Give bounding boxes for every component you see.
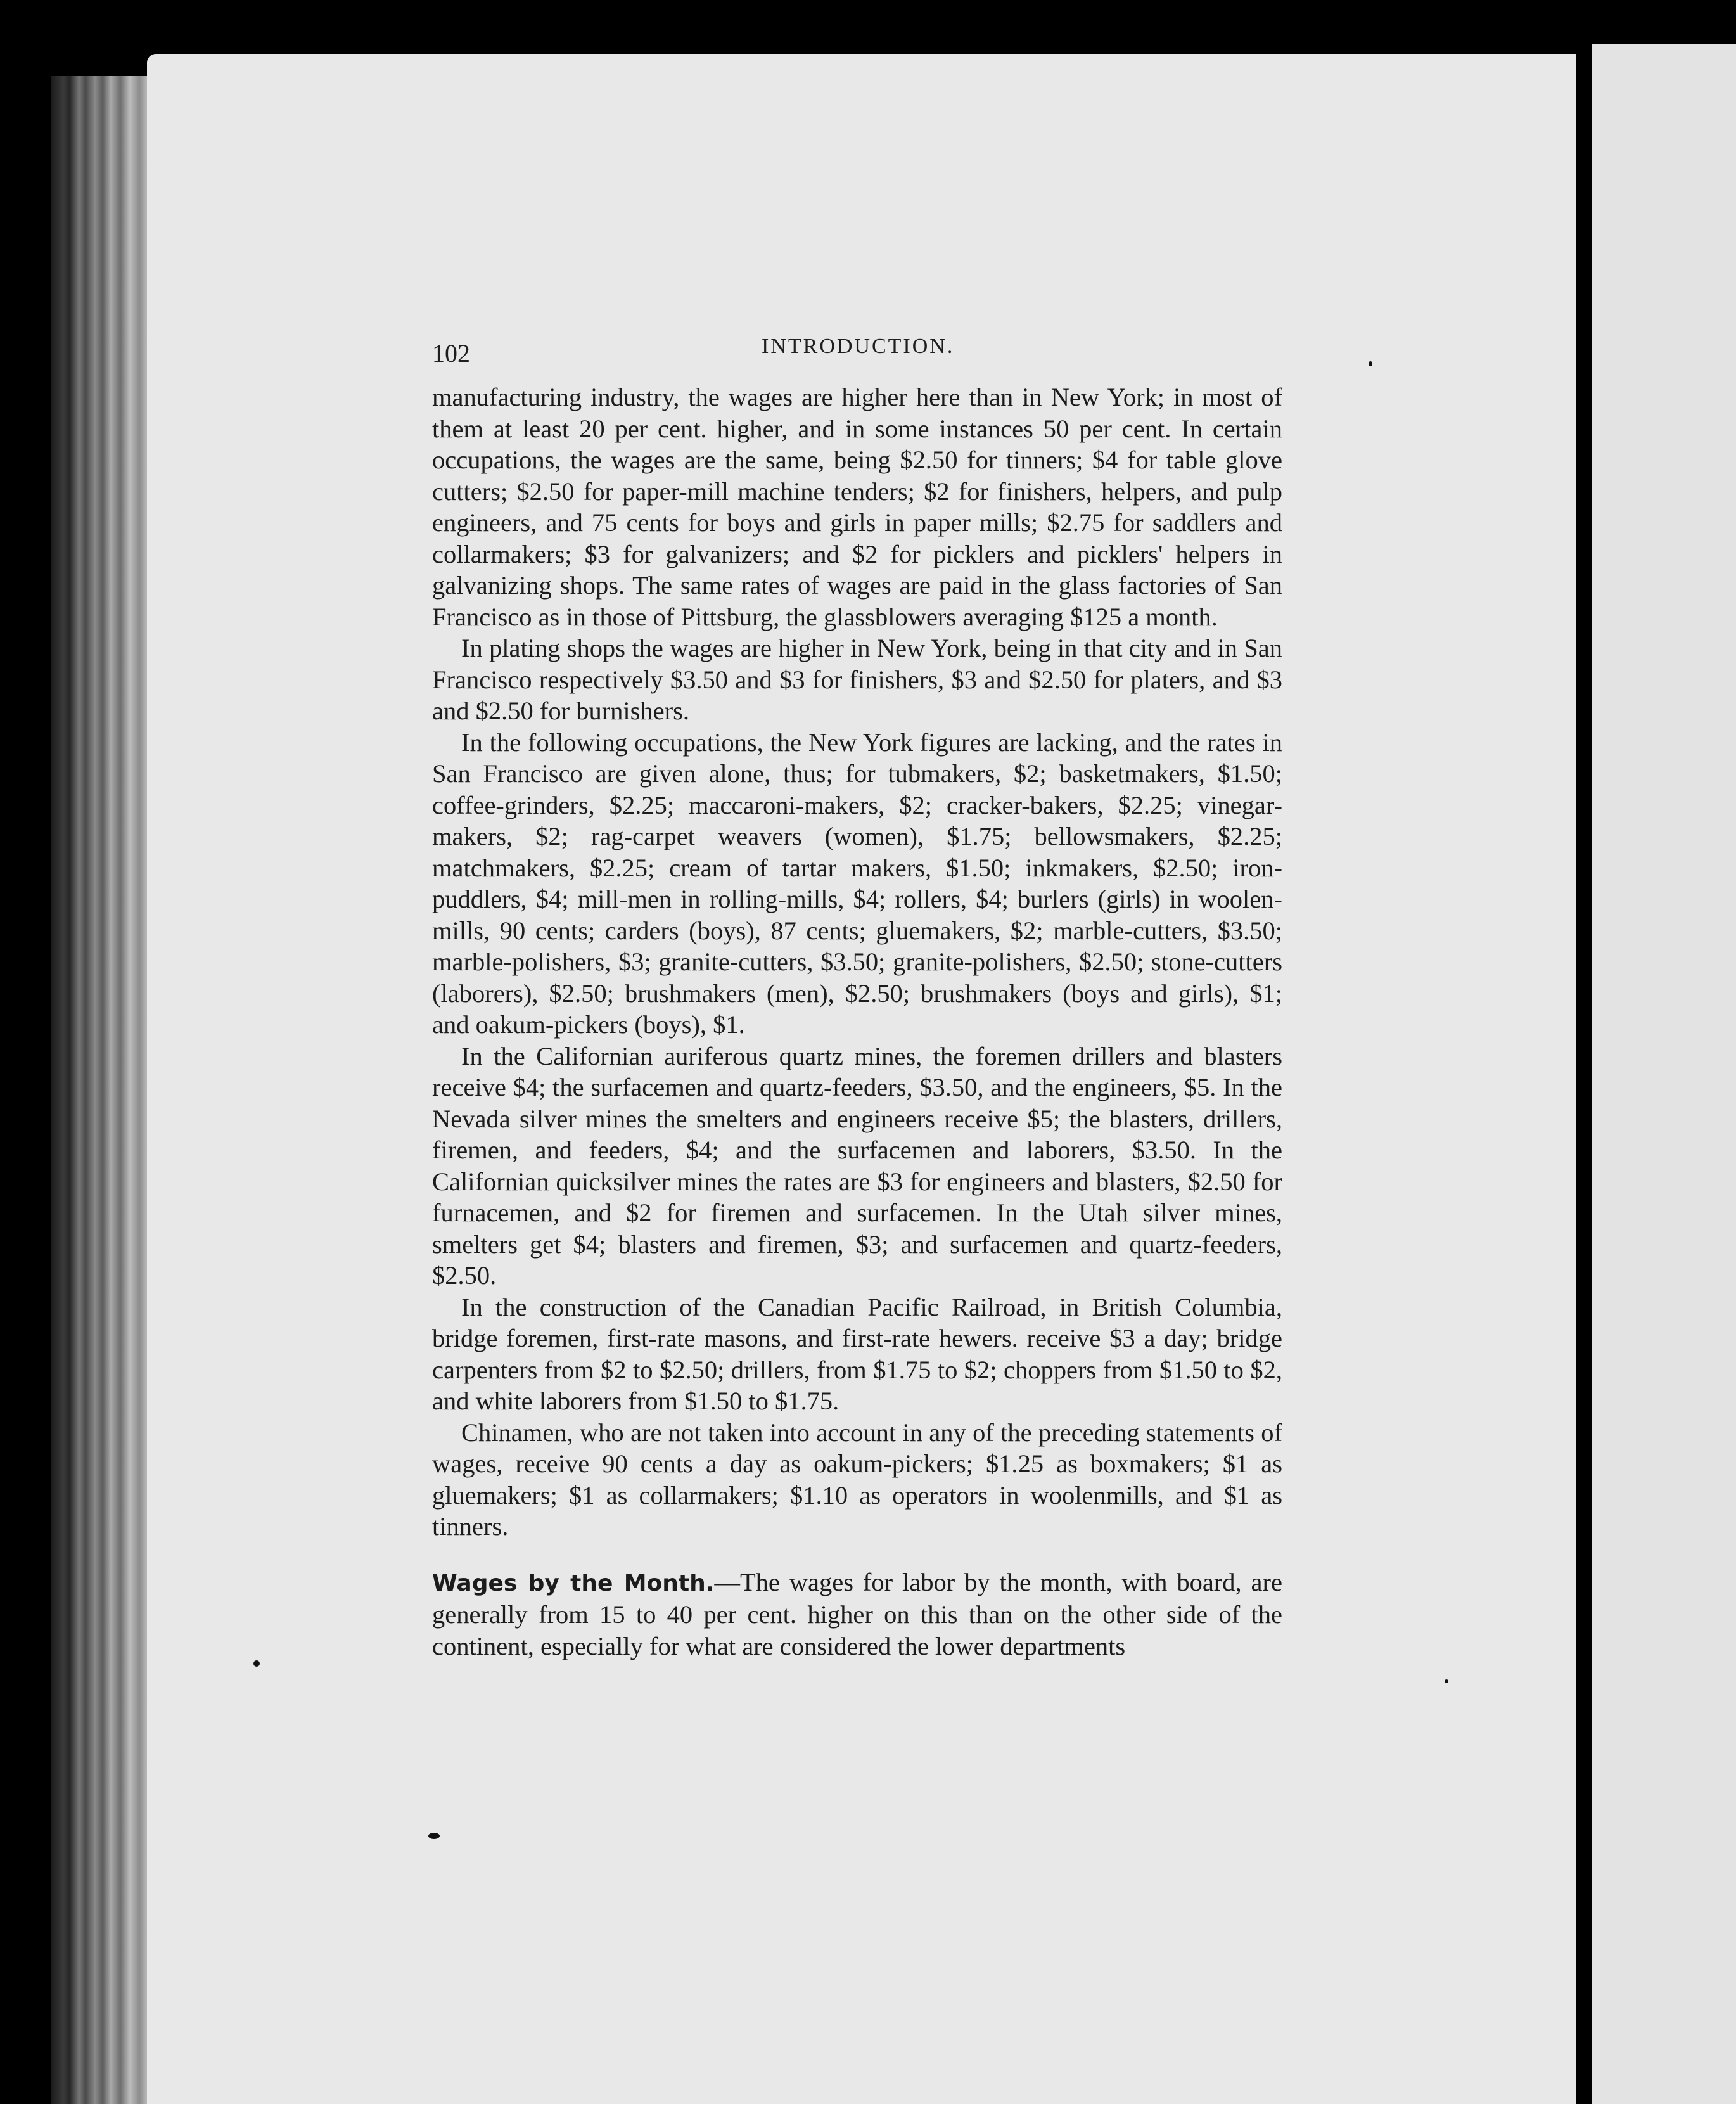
section-paragraph: [432, 1567, 1282, 1662]
paragraph: Chinamen, who are not taken into account in any of the preceding statements of wages, receive 90 cents a day as oakum-pickers; $1.25 as boxmakers; $1 as gluemakers; $1 as collarmakers; $1.10 as operators in woolenmills, and $1 as tinners.: [432, 1418, 1282, 1541]
facing-page-edge: [1592, 44, 1736, 2104]
section-text: —The wages for labor by the month, with board, are generally from 15 to 40 per cent. higher on this than on the other side of the continent, especially for what are considered the lower departments: [432, 1567, 1282, 1660]
scan-speck: [1445, 1679, 1448, 1683]
paragraph: In the construction of the Canadian Pacific Railroad, in British Columbia, bridge foremen, first-rate masons, and first-rate hewers. receive $3 a day; bridge carpenters from $2 to $2.50; drillers, from $1.75 to $2; choppers from $1.50 to $2, and white laborers from $1.50 to $1.75.: [432, 1292, 1282, 1415]
scan-speck: [428, 1833, 440, 1839]
page-gutter: [1576, 44, 1592, 2104]
section-heading: Wages by the Month.: [432, 1570, 715, 1596]
paragraph: In the Californian auriferous quartz mines, the foremen drillers and blasters receive $4; the surfacemen and quartz-feeders, $3.50, and the engineers, $5. In the Nevada silver mines the smelters and engineers receive $5; the blasters, drillers, firemen, and feeders, $4; and the surfacemen and laborers, $3.50. In the Californian quicksilver mines the rates are $3 for engineers and blasters, $2.50 for furnacemen, and $2 for firemen and surfacemen. In the Utah silver mines, smelters get $4; blasters and firemen, $3; and surfacemen and quartz-feeders, $2.50.: [432, 1041, 1282, 1290]
running-head-title: INTRODUCTION.: [762, 335, 955, 358]
running-head: [432, 335, 1281, 373]
scan-speck: [253, 1660, 260, 1667]
paragraph: manufacturing industry, the wages are higher here than in New York; in most of them at least 20 per cent. higher, and in some instances 50 per cent. In certain occupations, the wages are the same, being $2.50 for tinners; $4 for table glove cutters; $2.50 for paper-mill machine tenders; $2 for finishers, helpers, and pulp engineers, and 75 cents for boys and girls in paper mills; $2.75 for saddlers and collarmakers; $3 for galvanizers; and $2 for picklers and picklers' helpers in galvanizing shops. The same rates of wages are paid in the glass factories of San Francisco as in those of Pittsburg, the glassblowers averaging $125 a month.: [432, 383, 1282, 631]
scan-speck: [1369, 361, 1372, 366]
paragraph: In the following occupations, the New York figures are lacking, and the rates in San Francisco are given alone, thus; for tubmakers, $2; basketmakers, $1.50; coffee-grinders, $2.25; maccaroni-makers, $2; cracker-bakers, $2.25; vinegar-makers, $2; rag-carpet weavers (women), $1.75; bellowsmakers, $2.25; matchmakers, $2.25; cream of tartar makers, $1.50; inkmakers, $2.50; iron-puddlers, $4; mill-men in rolling-mills, $4; rollers, $4; burlers (girls) in woolen-mills, 90 cents; carders (boys), 87 cents; gluemakers, $2; marble-cutters, $3.50; marble-polishers, $3; granite-cutters, $3.50; granite-polishers, $2.50; stone-cutters (laborers), $2.50; brushmakers (men), $2.50; brushmakers (boys and girls), $1; and oakum-pickers (boys), $1.: [432, 728, 1282, 1039]
paragraph: In plating shops the wages are higher in New York, being in that city and in San Francisco respectively $3.50 and $3 for finishers, $3 and $2.50 for platers, and $3 and $2.50 for burnishers.: [432, 634, 1282, 725]
page-number: 102: [432, 339, 470, 368]
body-text: [432, 382, 1282, 1662]
